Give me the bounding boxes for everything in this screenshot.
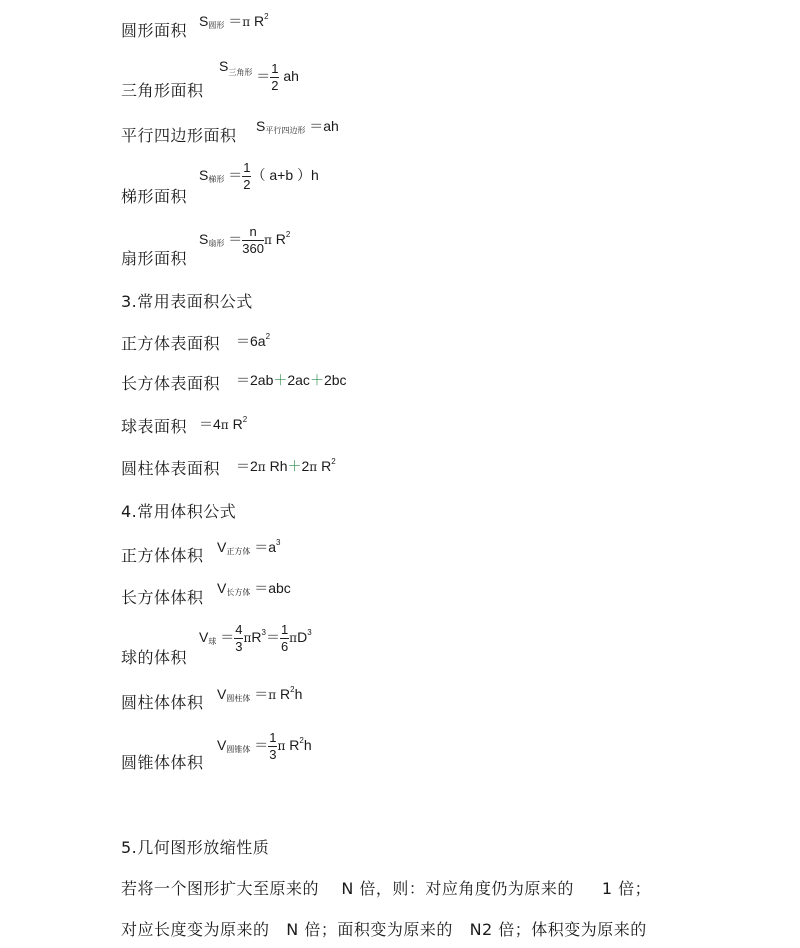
- cone-volume-formula: $V_{圆锥体}$ ＝ $\frac{1}{3}$ π $R^2h$: [217, 730, 312, 762]
- sphere-volume-formula: $V_球$ ＝ $\frac{4}{3}$ $\pi R^3=$ $\frac{1}{6}$ $\pi D^3$: [199, 622, 312, 654]
- cylinder-volume-formula: $V_{圆柱体} =\pi$ $R^2h$: [217, 685, 303, 703]
- circle-area-label: 圆形面积: [121, 21, 188, 40]
- scaling-line-1: 若将一个图形扩大至原来的 N 倍，则：对应角度仍为原来的 1 倍；: [121, 879, 652, 898]
- triangle-area-label: 三角形面积: [121, 81, 204, 100]
- circle-area-formula: $S_{圆形} =\pi$ $R^2$: [199, 12, 269, 30]
- parallelogram-area-label: 平行四边形面积: [121, 126, 237, 145]
- cone-volume-label: 圆锥体体积: [121, 753, 204, 772]
- cylinder-surface-formula: ＝2π Rh＋2π $R^2$: [236, 457, 336, 474]
- cube-surface-label: 正方体表面积: [121, 334, 221, 353]
- surface-heading: 3.常用表面积公式: [121, 292, 253, 311]
- parallelogram-area-formula: $S_{平行四边形} =ah$: [256, 118, 339, 135]
- sector-area-label: 扇形面积: [121, 249, 188, 268]
- triangle-area-formula: $S_{三角形}$ ＝ $\frac{1}{2}$ ah: [219, 58, 299, 93]
- trapezoid-area-label: 梯形面积: [121, 187, 188, 206]
- volume-heading: 4.常用体积公式: [121, 502, 237, 521]
- cube-volume-label: 正方体体积: [121, 546, 204, 565]
- cylinder-volume-label: 圆柱体体积: [121, 693, 204, 712]
- cuboid-surface-label: 长方体表面积: [121, 374, 221, 393]
- cuboid-volume-label: 长方体体积: [121, 588, 204, 607]
- scaling-heading: 5.几何图形放缩性质: [121, 838, 270, 857]
- cuboid-surface-formula: ＝2ab＋2ac＋2bc: [236, 372, 347, 388]
- cylinder-surface-label: 圆柱体表面积: [121, 459, 221, 478]
- sphere-surface-label: 球表面积: [121, 417, 188, 436]
- scaling-line-2: 对应长度变为原来的 N 倍；面积变为原来的 N2 倍；体积变为原来的: [121, 920, 647, 939]
- sphere-surface-formula: ＝4π $R^2$: [199, 415, 248, 432]
- sphere-volume-label: 球的体积: [121, 648, 188, 667]
- cube-volume-formula: $V_{正方体} =a^3$: [217, 538, 281, 556]
- trapezoid-area-formula: $S_{梯形}$ ＝ $\frac{1}{2}$ （ a+b ）h: [199, 160, 319, 192]
- sector-area-formula: $S_{扇形}$ ＝ $\frac{n}{360}$ π $R^2$: [199, 224, 291, 256]
- cuboid-volume-formula: $V_{长方体} =abc$: [217, 580, 291, 597]
- cube-surface-formula: $=6a^2$: [236, 332, 271, 349]
